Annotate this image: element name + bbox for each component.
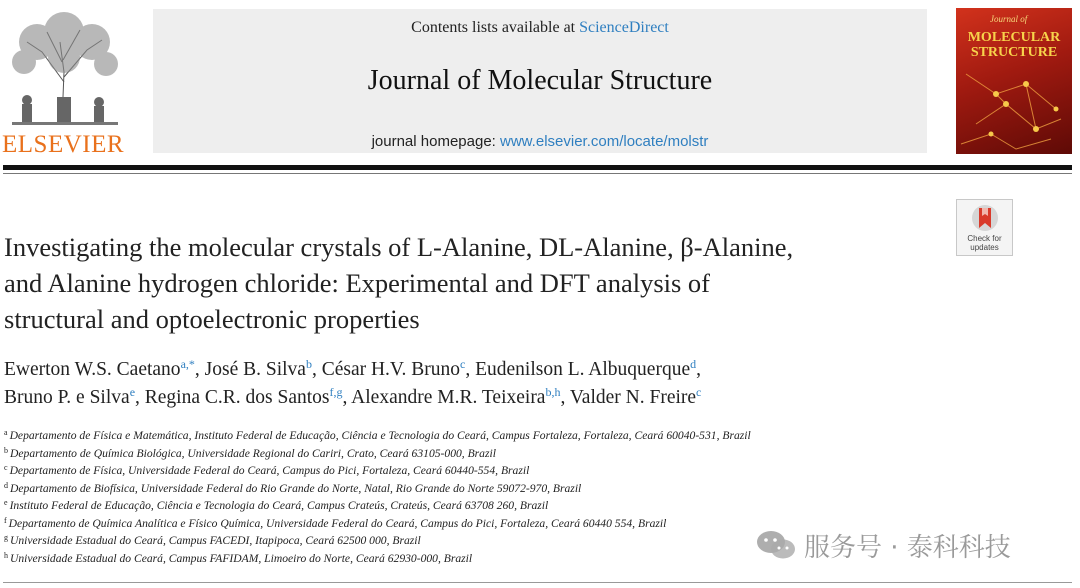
article-title — [4, 229, 944, 337]
affiliation-ref[interactable]: a,* — [180, 357, 195, 371]
check-updates-label: Check for updates — [967, 234, 1002, 252]
contents-line: Contents lists available at ScienceDirect — [411, 19, 669, 36]
affiliation-item: $^c$ Departamento de Física, Universidade Federal do Ceará, Campus do Pici, Fortaleza, Ceará 60440-554, Brazil — [4, 463, 530, 477]
watermark-text: 服务号 · 泰科科技 — [804, 532, 1011, 563]
affiliation-item: $^e$ Instituto Federal de Educação, Ciência e Tecnologia do Ceará, Campus Crateús, Crateús, Ceará 63708 260, Brazil — [4, 498, 549, 512]
title-line: and Alanine hydrogen chloride: Experimental and DFT analysis of — [4, 268, 711, 298]
title-line: structural and optoelectronic properties — [4, 304, 420, 334]
affiliation-ref[interactable]: c — [696, 385, 702, 399]
author-list — [4, 356, 944, 412]
affiliation-ref[interactable]: f,g — [329, 385, 343, 399]
affiliation-item: $^h$ Universidade Estadual do Ceará, Campus FAFIDAM, Limoeiro do Norte, Ceará 62930-000, Brazil — [4, 550, 473, 565]
journal-header — [0, 0, 1080, 160]
wechat-icon — [756, 529, 796, 561]
affiliation-item: $^f$ Departamento de Química Analítica e Físico Química, Universidade Federal do Ceará, Campus do Pici, Fortaleza, Ceará 60440 554, Brazil — [4, 515, 667, 530]
author-name[interactable]: Regina C.R. dos Santos — [144, 387, 330, 408]
title-line: Investigating the molecular crystals of L-Alanine, DL-Alanine, β-Alanine, — [4, 232, 794, 262]
author-line: Ewerton W.S. Caetano$^{a,*}$, José B. Silva$^b$, César H.V. Bruno$^c$, Eudenilson L. Albuquerque$^d$, — [4, 357, 701, 380]
journal-cover-image — [956, 8, 1072, 154]
author-line: Bruno P. e Silva$^e$, Regina C.R. dos Santos$^{f,g}$, Alexandre M.R. Teixeira$^{b,h}$, Valder N. Freire$^c$ — [4, 385, 702, 408]
sciencedirect-link[interactable]: ScienceDirect — [579, 19, 669, 36]
cover-art — [956, 64, 1072, 154]
homepage-line: journal homepage: www.elsevier.com/locate/molstr — [371, 133, 709, 150]
wechat-watermark — [756, 528, 1011, 562]
affiliation-item: $^b$ Departamento de Química Biológica, Universidade Regional do Cariri, Crato, Ceará 63105-000, Brazil — [4, 445, 496, 460]
affiliation-ref[interactable]: c — [460, 357, 466, 371]
author-name[interactable]: José B. Silva — [204, 359, 306, 380]
bottom-divider — [3, 582, 1072, 583]
affiliation-item: $^a$ Departamento de Física e Matemática, Instituto Federal de Educação, Ciência e Tecnologia do Ceará, Campus Fortaleza, Fortaleza, Ceará 60040-531, Brazil — [4, 428, 751, 442]
author-name[interactable]: Bruno P. e Silva — [4, 387, 130, 408]
author-name[interactable]: Ewerton W.S. Caetano — [4, 359, 181, 380]
author-name[interactable]: Alexandre M.R. Teixeira — [351, 387, 546, 408]
affiliation-ref[interactable]: b — [305, 357, 312, 371]
author-name[interactable]: Eudenilson L. Albuquerque — [475, 359, 691, 380]
affiliation-ref[interactable]: e — [129, 385, 136, 399]
cover-title: MOLECULAR STRUCTURE — [967, 30, 1061, 60]
author-name[interactable]: Valder N. Freire — [569, 387, 697, 408]
affiliation-ref[interactable]: b,h — [545, 385, 561, 399]
affiliation-item: $^d$ Departamento de Biofísica, Universidade Federal do Rio Grande do Norte, Natal, Rio Grande do Norte 59072-970, Brazil — [4, 480, 582, 495]
affiliation-item: $^g$ Universidade Estadual do Ceará, Campus FACEDI, Itapipoca, Ceará 62500 000, Brazil — [4, 533, 421, 547]
check-for-updates-button[interactable] — [956, 199, 1013, 256]
header-divider-thin — [3, 173, 1072, 174]
journal-banner — [153, 9, 927, 153]
journal-title: Journal of Molecular Structure — [367, 65, 713, 96]
bookmark-icon — [971, 204, 999, 234]
publisher-name: ELSEVIER — [2, 131, 125, 158]
header-divider — [3, 165, 1072, 170]
homepage-link[interactable]: www.elsevier.com/locate/molstr — [500, 133, 709, 150]
affiliation-ref[interactable]: d — [690, 357, 697, 371]
cover-small-text: Journal of — [990, 14, 1028, 24]
author-name[interactable]: César H.V. Bruno — [321, 359, 461, 380]
